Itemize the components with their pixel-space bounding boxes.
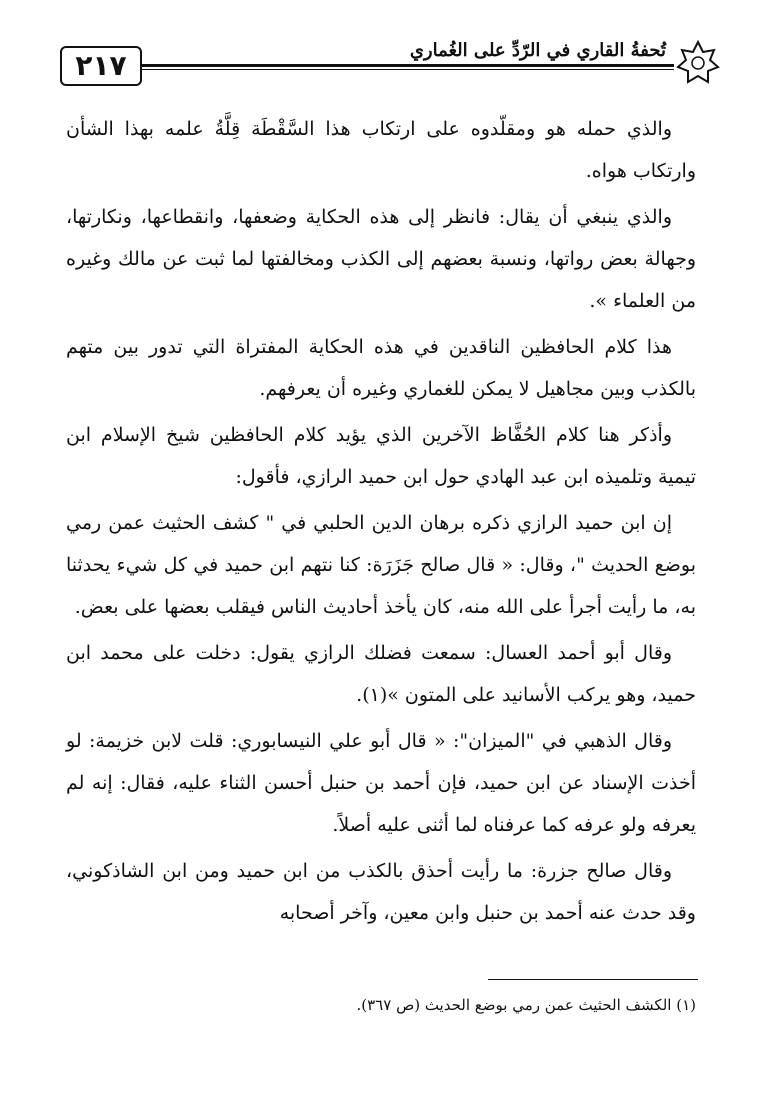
star-ornament-icon <box>676 40 720 84</box>
page-number: ٢١٧ <box>60 46 142 86</box>
paragraph-3: هذا كلام الحافظين الناقدين في هذه الحكاية المفتراة التي تدور بين متهم بالكذب وبين مجاهيل لا يمكن للغماري وغيره أن يعرفهم. <box>66 336 696 400</box>
header-rule <box>140 64 674 67</box>
paragraph-5: إن ابن حميد الرازي ذكره برهان الدين الحلبي في " كشف الحثيث عمن رمي بوضع الحديث "، وقال: « قال صالح جَزَرَة: كنا نتهم ابن حميد في كل شيء يحدثنا به، ما رأيت أجرأ على الله منه، كان يأخذ أحاديث الناس فيقلب بعضها على بعض. <box>66 512 696 618</box>
paragraph-7: وقال الذهبي في "الميزان": « قال أبو علي النيسابوري: قلت لابن خزيمة: لو أخذت الإسناد عن ابن حميد، فإن أحمد بن حنبل أحسن الثناء عليه، فقال: إنه لم يعرفه ولو عرفه كما عرفناه لما أثنى عليه أصلاً. <box>66 730 696 836</box>
paragraph-1: والذي حمله هو ومقلّدوه على ارتكاب هذا السَّقْطَة قِلَّةُ علمه بهذا الشأن وارتكاب هواه. <box>66 118 696 182</box>
paragraph-8: وقال صالح جزرة: ما رأيت أحذق بالكذب من ابن حميد ومن ابن الشاذكوني، وقد حدث عنه أحمد بن حنبل وابن معين، وآخر أصحابه <box>66 860 696 924</box>
page-header <box>60 38 720 98</box>
footnote-separator <box>488 979 698 980</box>
header-rule-thin <box>140 69 674 70</box>
footnote: (١) الكشف الحثيث عمن رمي بوضع الحديث (ص ٣٦٧). <box>356 996 696 1014</box>
paragraph-4: وأذكر هنا كلام الحُفَّاظ الآخرين الذي يؤيد كلام الحافظين شيخ الإسلام ابن تيمية وتلميذه ابن عبد الهادي حول ابن حميد الرازي، فأقول: <box>66 424 696 488</box>
paragraph-6: وقال أبو أحمد العسال: سمعت فضلك الرازي يقول: دخلت على محمد ابن حميد، وهو يركب الأسانيد على المتون »(١). <box>66 642 696 706</box>
paragraph-2: والذي ينبغي أن يقال: فانظر إلى هذه الحكاية وضعفها، وانقطاعها، ونكارتها، وجهالة بعض رواتها، ونسبة بعضهم إلى الكذب ومخالفتها لما ثبت عن مالك وغيره من العلماء ». <box>66 206 696 312</box>
running-title: تُحفةُ القاري في الرّدِّ على الغُماري <box>322 38 670 64</box>
main-text <box>66 108 696 938</box>
